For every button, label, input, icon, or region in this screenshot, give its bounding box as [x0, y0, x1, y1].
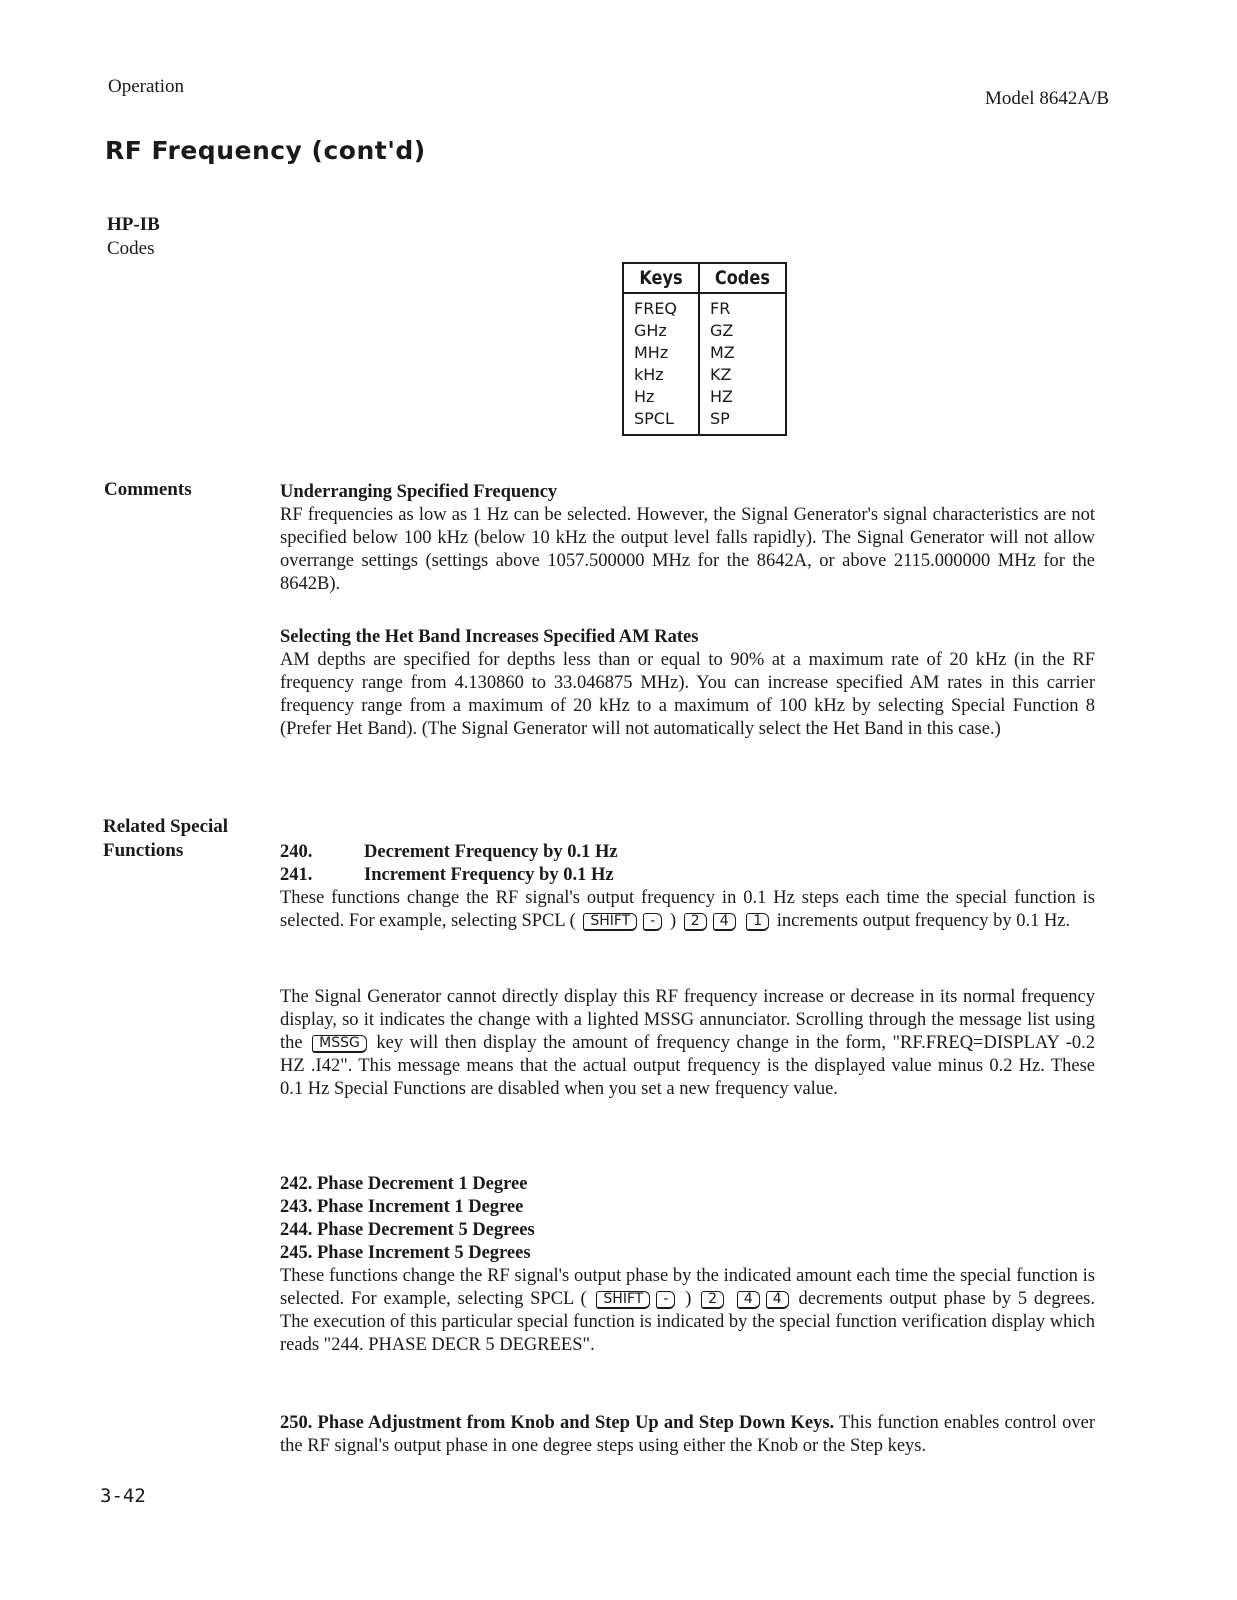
table-cell-code: HZ	[710, 387, 733, 406]
paragraph-text: )	[685, 1289, 692, 1309]
hpib-codes-label	[107, 213, 160, 261]
function-250-block	[280, 1412, 1095, 1458]
function-244-heading: 244. Phase Decrement 5 Degrees	[280, 1220, 535, 1240]
function-242-heading: 242. Phase Decrement 1 Degree	[280, 1174, 528, 1194]
header-model: Model 8642A/B	[984, 88, 1109, 109]
minus-key: -	[656, 1291, 675, 1309]
comments-label: Comments	[104, 479, 192, 500]
paragraph-text: The Signal Generator cannot directly display this RF frequency increase or decrease in its normal frequency display, so it indicates the change with a lighted MSSG annunciator. Scrolling through the message list using the	[280, 987, 1095, 1053]
table-cell-key: GHz	[634, 321, 667, 340]
table-cell-key: SPCL	[634, 409, 674, 428]
function-243-heading: 243. Phase Increment 1 Degree	[280, 1197, 524, 1217]
function-241-heading	[280, 864, 1095, 887]
table-cell-code: MZ	[710, 343, 735, 362]
function-title: Decrement Frequency by 0.1 Hz	[364, 842, 618, 862]
minus-key: -	[643, 913, 662, 931]
key-1: 1	[746, 913, 769, 931]
functions-240-241	[280, 841, 1095, 933]
table-cell-code: GZ	[710, 321, 734, 340]
mssg-paragraph-block	[280, 986, 1095, 1101]
function-title: Increment Frequency by 0.1 Hz	[364, 865, 614, 885]
hpib-codes-table	[622, 262, 787, 436]
shift-key: SHIFT	[596, 1291, 650, 1309]
table-header-keys: Keys	[629, 263, 694, 293]
key-4: 4	[737, 1291, 760, 1309]
paragraph-text: These functions change the RF signal's output phase by the indicated amount each time the special function is selected. For example, selecting SPCL (	[280, 1266, 1095, 1309]
section-paragraph: RF frequencies as low as 1 Hz can be selected. However, the Signal Generator's signal characteristics are not specified below 100 kHz (below 10 kHz the output level falls rapidly). The Signal Generator will not allow overrange settings (settings above 1057.500000 MHz for the 8642A, or above 2115.000000 MHz for the 8642B).	[280, 505, 1095, 594]
function-245-heading: 245. Phase Increment 5 Degrees	[280, 1243, 531, 1263]
section-heading: Underranging Specified Frequency	[280, 482, 558, 502]
function-250-paragraph	[280, 1412, 1095, 1458]
table-cell-code: FR	[710, 299, 731, 318]
related-label-line1: Related Special	[103, 816, 229, 837]
page-number: 3-42	[100, 1485, 146, 1507]
related-label-line2: Functions	[103, 840, 184, 861]
mssg-paragraph	[280, 986, 1095, 1101]
keys-column	[623, 293, 699, 435]
paragraph-text: This function enables control over the RF signal's output phase in one degree steps using either the Knob or the Step keys.	[280, 1413, 1095, 1456]
paragraph-text: These functions change the RF signal's output frequency in 0.1 Hz steps each time the special function is selected. For example, selecting SPCL (	[280, 888, 1095, 931]
function-250-heading: 250. Phase Adjustment from Knob and Step Up and Step Down Keys.	[280, 1413, 835, 1433]
functions-240-241-paragraph	[280, 887, 1095, 933]
table-cell-key: FREQ	[634, 299, 678, 318]
key-2: 2	[684, 913, 707, 931]
paragraph-text: decrements output phase by 5 degrees. The execution of this particular special function is indicated by the special function verification display which reads "244. PHASE DECR 5 DEGREES".	[280, 1289, 1095, 1355]
table-cell-key: MHz	[634, 343, 669, 362]
header-section: Operation	[108, 76, 184, 97]
section-heading: Selecting the Het Band Increases Specified AM Rates	[280, 627, 699, 647]
key-4: 4	[766, 1291, 789, 1309]
functions-242-245	[280, 1173, 1095, 1357]
codes-column	[699, 293, 786, 435]
mssg-key: MSSG	[312, 1035, 367, 1053]
key-2: 2	[701, 1291, 724, 1309]
table-cell-key: kHz	[634, 365, 664, 384]
paragraph-text: key will then display the amount of frequency change in the form, "RF.FREQ=DISPLAY -0.2 HZ .I42". This message means that the actual output frequency is the displayed value minus 0.2 Hz. These 0.1 Hz Special Functions are disabled when you set a new frequency value.	[280, 1033, 1095, 1099]
paragraph-text: increments output frequency by 0.1 Hz.	[776, 911, 1071, 931]
section-paragraph: AM depths are specified for depths less than or equal to 90% at a maximum rate of 20 kHz (in the RF frequency range from 4.130860 to 33.046875 MHz). You can increase specified AM rates in this carrier frequency range from a maximum of 20 kHz to a maximum of 100 kHz by selecting Special Function 8 (Prefer Het Band). (The Signal Generator will not automatically select the Het Band in this case.)	[280, 650, 1095, 739]
table-cell-code: SP	[710, 409, 730, 428]
shift-key: SHIFT	[583, 913, 637, 931]
function-number: 241.	[280, 865, 313, 885]
hpib-label: HP-IB	[107, 214, 160, 235]
comments-section-2	[280, 626, 1095, 741]
table-cell-code: KZ	[710, 365, 732, 384]
codes-label: Codes	[107, 238, 155, 259]
table-cell-key: Hz	[634, 387, 655, 406]
paragraph-text: )	[669, 911, 677, 931]
page-title: RF Frequency (cont'd)	[105, 136, 426, 165]
table-header-codes: Codes	[706, 263, 780, 293]
related-functions-label	[103, 815, 228, 863]
comments-section-1	[280, 481, 1095, 596]
function-240-heading	[280, 841, 1095, 864]
functions-242-245-paragraph	[280, 1265, 1095, 1357]
key-4: 4	[713, 913, 736, 931]
function-number: 240.	[280, 842, 313, 862]
